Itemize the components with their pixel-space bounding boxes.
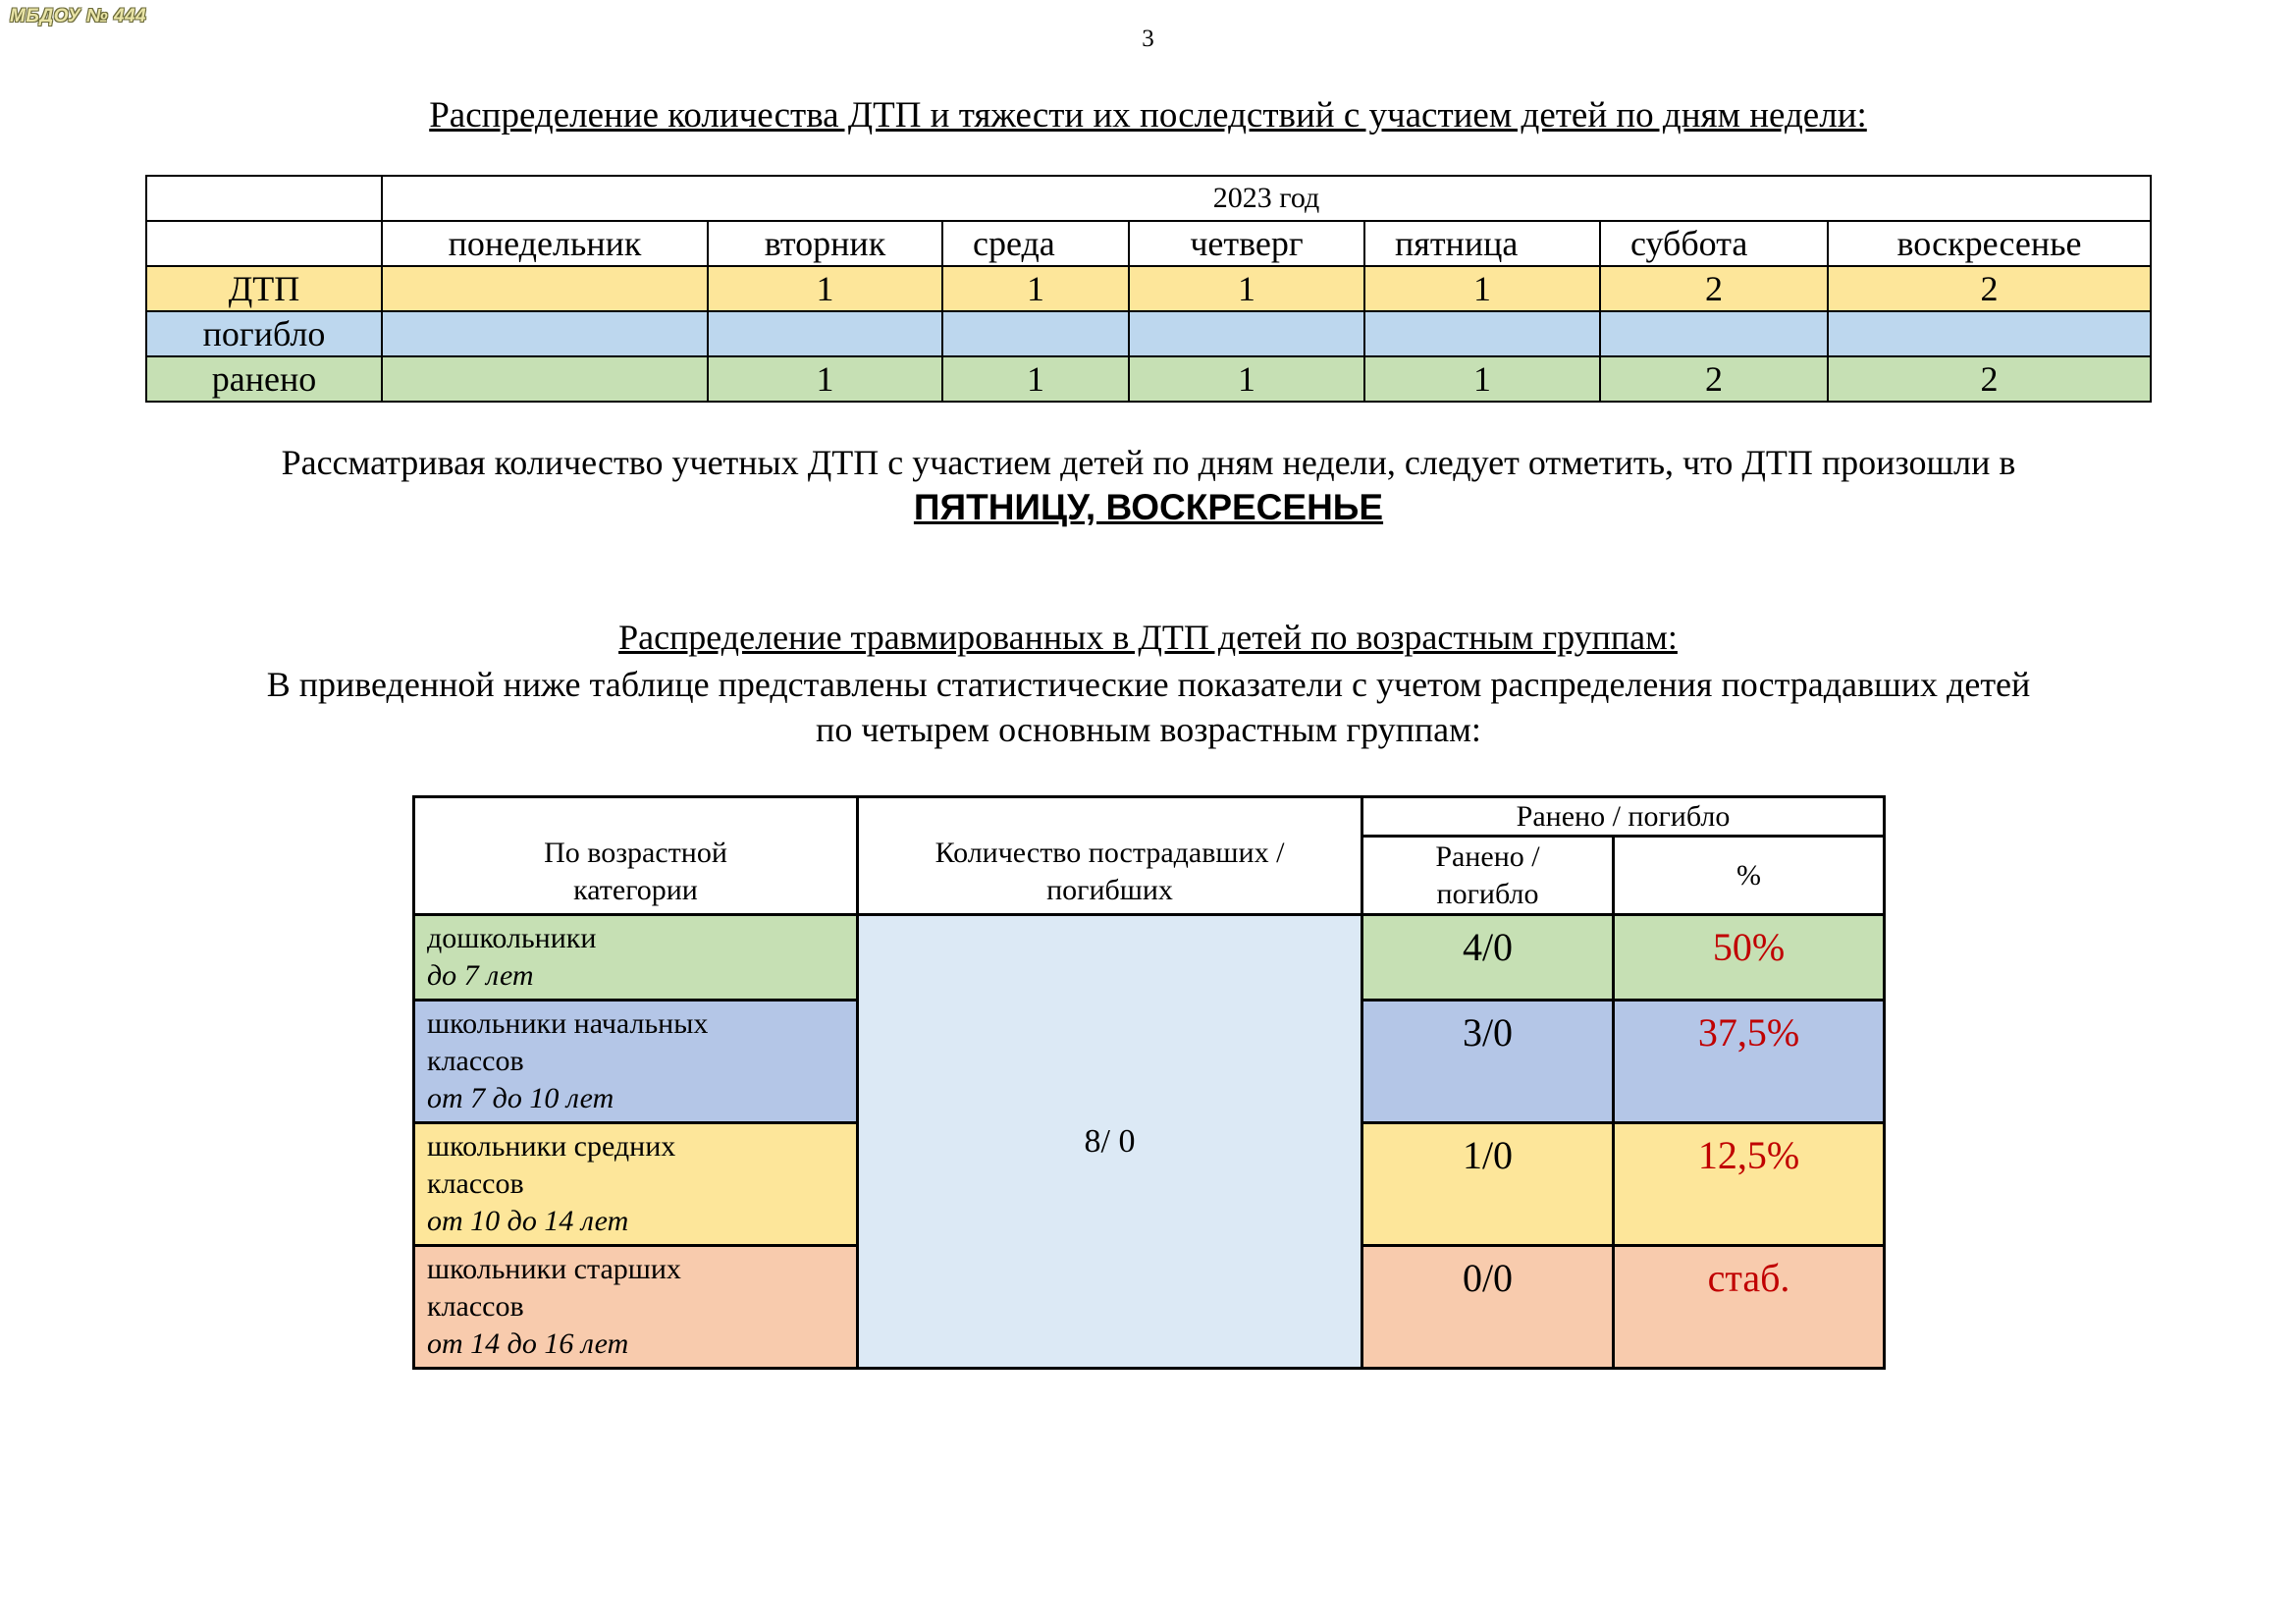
row-label: погибло	[146, 311, 382, 356]
header-row-1	[414, 797, 1885, 837]
table-row	[414, 915, 1885, 1001]
category-name-cont: классов	[427, 1167, 524, 1200]
day-header: четверг	[1129, 221, 1364, 266]
table-cell: 2	[1600, 266, 1828, 311]
day-header: понедельник	[382, 221, 708, 266]
table-row-injured	[146, 356, 2151, 402]
row-label: ДТП	[146, 266, 382, 311]
days-header-row	[146, 221, 2151, 266]
total-header	[858, 797, 1362, 915]
year-header-row	[146, 176, 2151, 221]
table-cell	[382, 356, 708, 402]
day-header: пятница	[1364, 221, 1600, 266]
weekday-accidents-table	[145, 175, 2152, 403]
year-header: 2023 год	[382, 176, 2151, 221]
category-age: от 10 до 14 лет	[427, 1205, 629, 1237]
category-name-cont: классов	[427, 1290, 524, 1323]
empty-label-cell	[146, 221, 382, 266]
section2-intro	[157, 662, 2140, 752]
section1-title: Распределение количества ДТП и тяжести их последствий с участием детей по дням недели:	[429, 95, 1867, 135]
category-header	[414, 797, 858, 915]
age-category-cell	[414, 1246, 858, 1369]
table-cell: 1	[708, 356, 942, 402]
empty-corner-cell	[146, 176, 382, 221]
age-category-cell	[414, 1123, 858, 1246]
category-name: школьники начальных	[427, 1007, 709, 1040]
conclusion-text: Рассматривая количество учетных ДТП с участием детей по дням недели, следует отметить, что ДТП произошли в	[281, 443, 2016, 482]
category-age: от 14 до 16 лет	[427, 1327, 629, 1360]
day-header: вторник	[708, 221, 942, 266]
table-cell: 2	[1828, 356, 2151, 402]
percent-value: 50%	[1614, 915, 1885, 1001]
injured-value: 4/0	[1362, 915, 1614, 1001]
table-cell	[1364, 311, 1600, 356]
table-cell	[1828, 311, 2151, 356]
table-cell	[382, 311, 708, 356]
table-cell: 1	[1364, 266, 1600, 311]
table-cell	[708, 311, 942, 356]
section2-title: Распределение травмированных в ДТП детей по возрастным группам:	[618, 618, 1678, 657]
injured-group-header: Ранено / погибло	[1362, 797, 1885, 837]
day-header: воскресенье	[1828, 221, 2151, 266]
total-header-line2: погибших	[1046, 874, 1173, 906]
age-category-cell	[414, 1001, 858, 1123]
conclusion-paragraph	[147, 440, 2150, 530]
table-cell	[942, 311, 1129, 356]
table-cell: 1	[1129, 266, 1364, 311]
percent-value: 37,5%	[1614, 1001, 1885, 1123]
injured-subheader	[1362, 837, 1614, 915]
intro-line-2: по четырем основным возрастным группам:	[816, 710, 1481, 749]
day-header: суббота	[1600, 221, 1828, 266]
table-cell: 1	[1129, 356, 1364, 402]
percent-subheader: %	[1614, 837, 1885, 915]
conclusion-days: ПЯТНИЦУ, ВОСКРЕСЕНЬЕ	[913, 487, 1384, 527]
page-number: 3	[1142, 26, 1154, 52]
table-row-accidents	[146, 266, 2151, 311]
day-header: среда	[942, 221, 1129, 266]
watermark-logo: МБДОУ № 444	[10, 6, 147, 27]
category-header-line1: По возрастной	[544, 837, 727, 869]
injured-subheader-line2: погибло	[1436, 877, 1539, 910]
injured-value: 0/0	[1362, 1246, 1614, 1369]
category-name: дошкольники	[427, 922, 597, 954]
table-cell: 1	[942, 266, 1129, 311]
category-age: от 7 до 10 лет	[427, 1082, 614, 1114]
category-name-cont: классов	[427, 1045, 524, 1077]
table-cell	[1600, 311, 1828, 356]
table-cell: 1	[942, 356, 1129, 402]
table-row-killed	[146, 311, 2151, 356]
intro-line-1: В приведенной ниже таблице представлены статистические показатели с учетом распределения пострадавших детей	[266, 665, 2031, 704]
table-cell	[1129, 311, 1364, 356]
injured-value: 3/0	[1362, 1001, 1614, 1123]
total-value-cell: 8/ 0	[858, 915, 1362, 1369]
percent-value: 12,5%	[1614, 1123, 1885, 1246]
category-age: до 7 лет	[427, 959, 534, 992]
table-cell	[382, 266, 708, 311]
category-header-line2: категории	[573, 874, 698, 906]
table-cell: 2	[1600, 356, 1828, 402]
percent-value: стаб.	[1614, 1246, 1885, 1369]
category-name: школьники средних	[427, 1130, 676, 1163]
table-cell: 1	[1364, 356, 1600, 402]
table-cell: 1	[708, 266, 942, 311]
injured-subheader-line1: Ранено /	[1435, 839, 1540, 873]
table-cell: 2	[1828, 266, 2151, 311]
category-name: школьники старших	[427, 1253, 681, 1285]
row-label: ранено	[146, 356, 382, 402]
age-groups-table	[412, 795, 1886, 1370]
total-header-line1: Количество пострадавших /	[934, 837, 1285, 869]
injured-value: 1/0	[1362, 1123, 1614, 1246]
age-category-cell	[414, 915, 858, 1001]
